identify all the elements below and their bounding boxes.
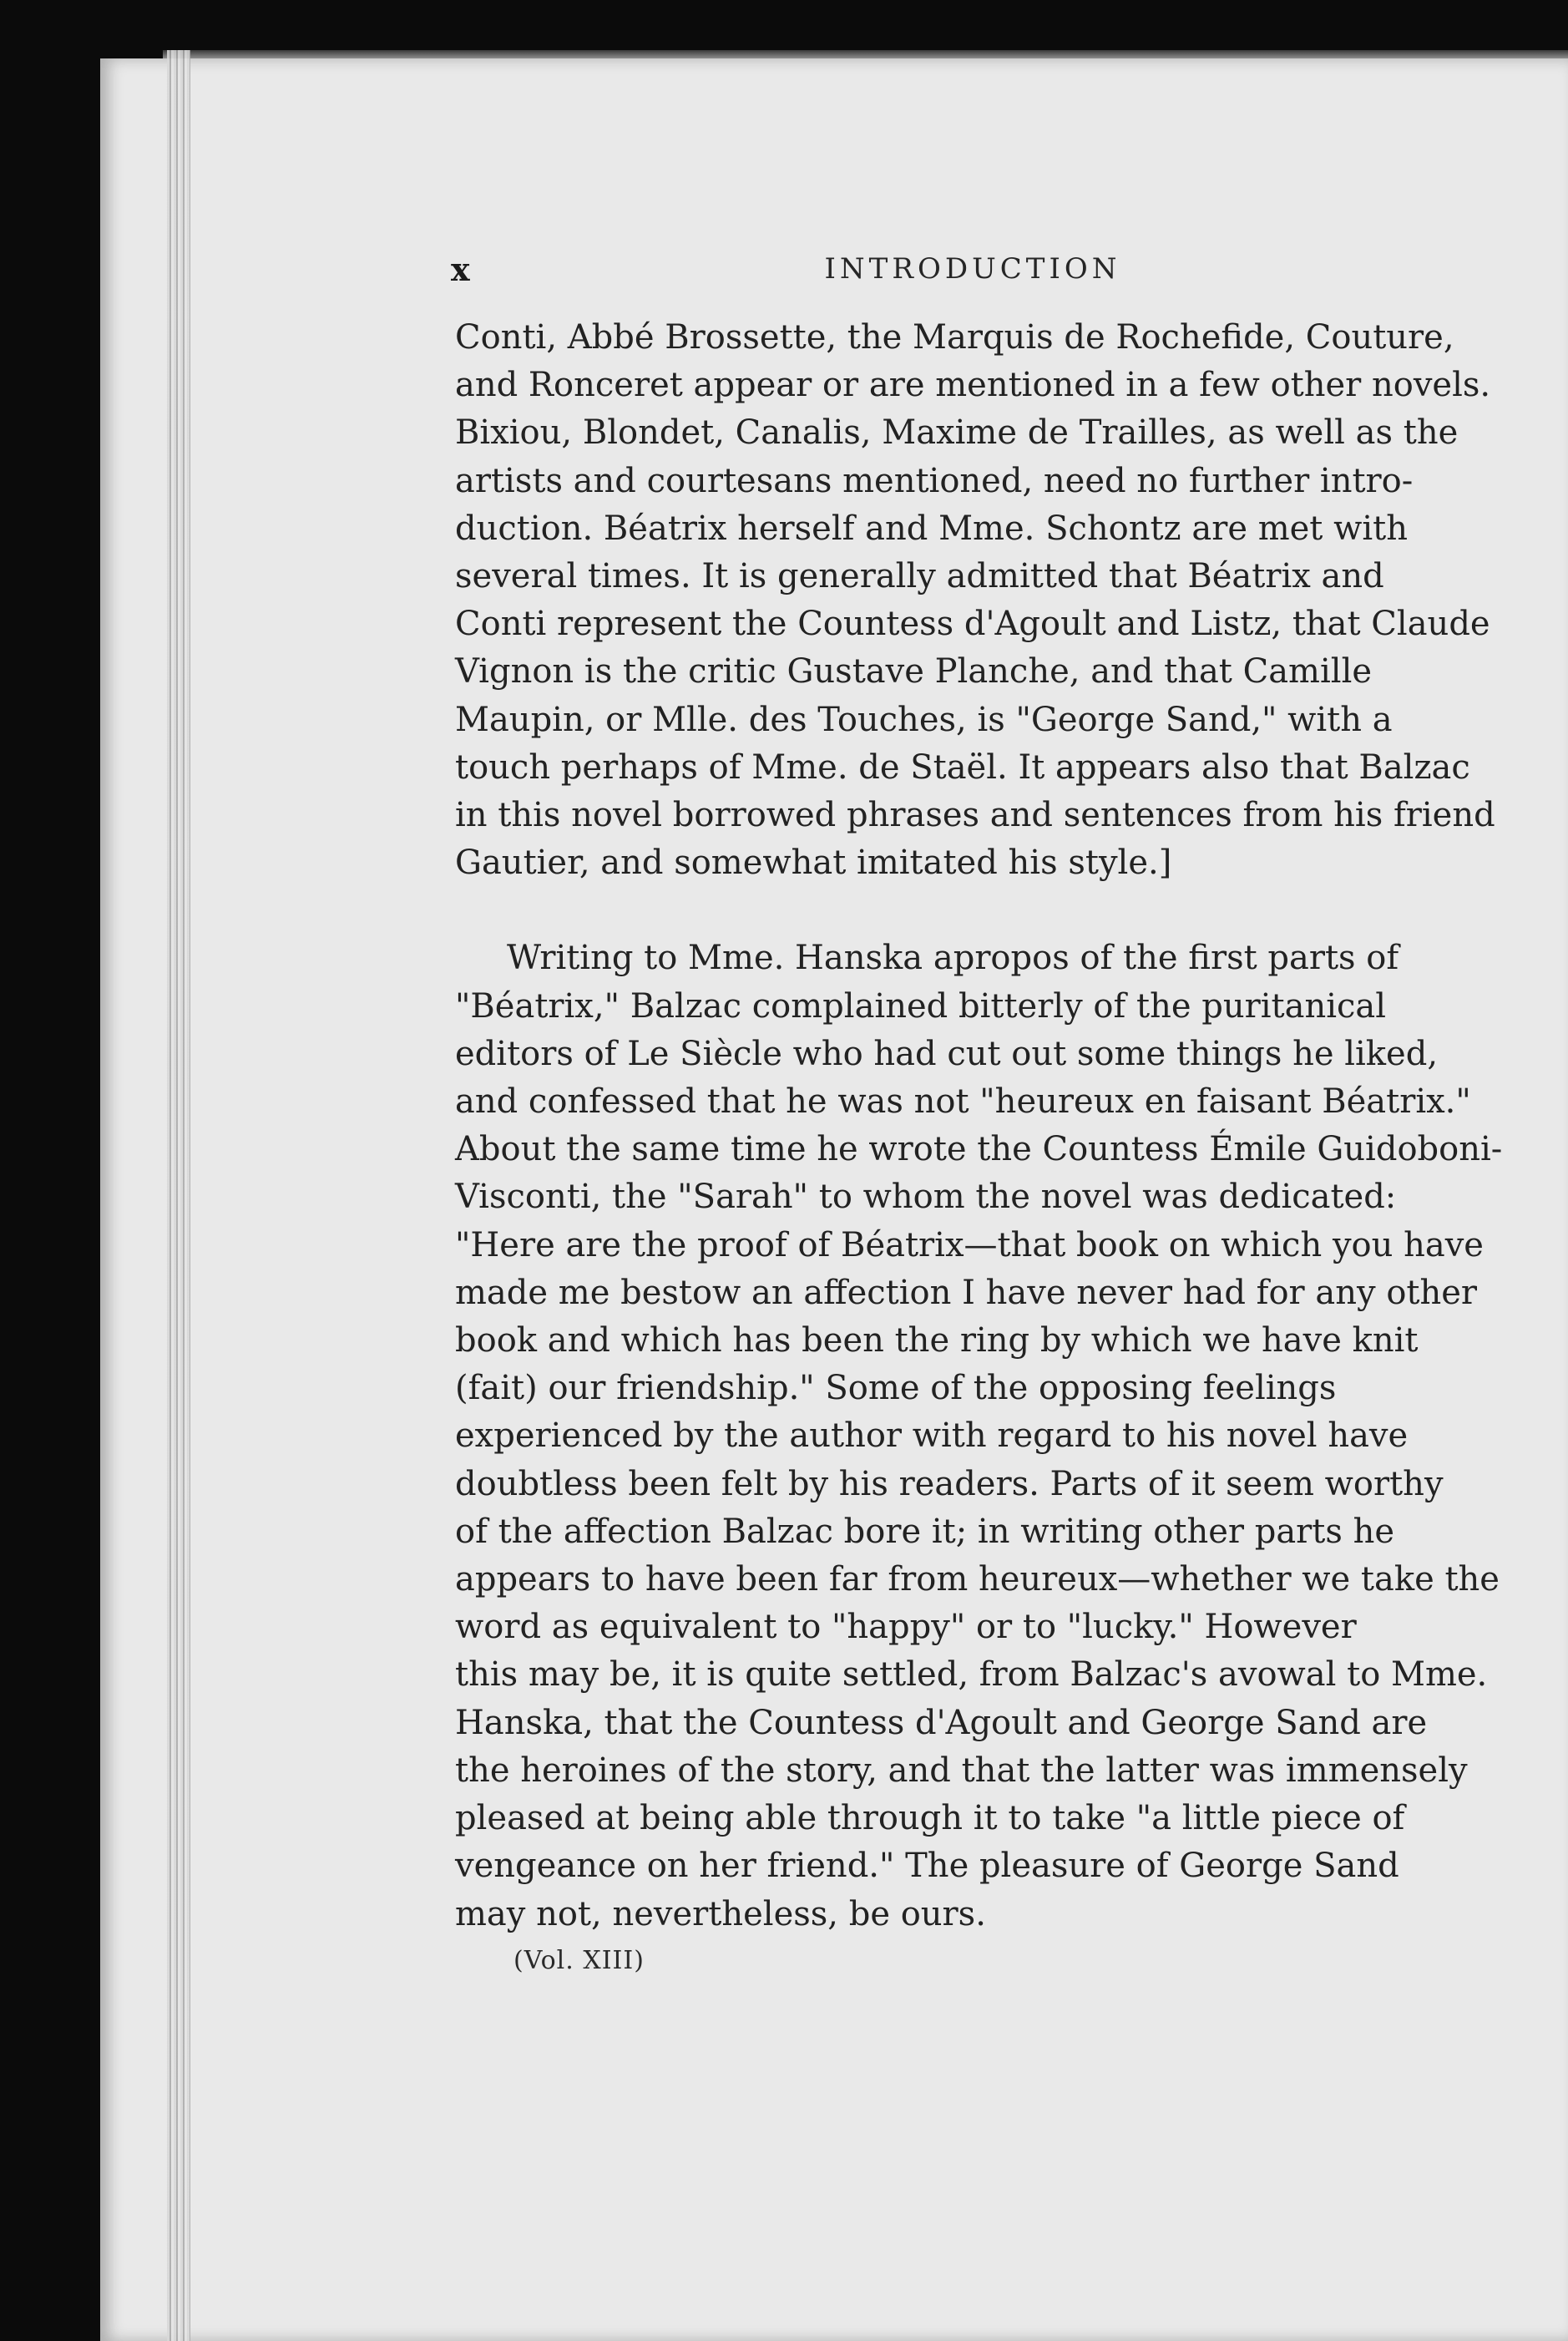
paragraph <box>455 935 1503 1938</box>
text-line: editors of Le Siècle who had cut out some things he liked, <box>455 1034 1439 1073</box>
page-header <box>451 251 1495 292</box>
text-line: Hanska, that the Countess d'Agoult and George Sand are <box>455 1703 1428 1742</box>
text-line: and Ronceret appear or are mentioned in a few other novels. <box>455 366 1491 405</box>
paragraph-gap <box>455 887 1495 935</box>
text-line: (fait) our friendship." Some of the opposing feelings <box>455 1369 1337 1408</box>
text-line: vengeance on her friend." The pleasure of George Sand <box>455 1847 1399 1886</box>
page-stack-edge <box>167 50 190 2341</box>
text-line: "Béatrix," Balzac complained bitterly of the puritanical <box>455 986 1387 1026</box>
text-line: book and which has been the ring by which we have knit <box>455 1321 1419 1361</box>
text-line: this may be, it is quite settled, from Balzac's avowal to Mme. <box>455 1655 1488 1695</box>
body-text <box>455 314 1503 1938</box>
text-line: appears to have been far from heureux—whether we take the <box>455 1560 1500 1599</box>
text-line: the heroines of the story, and that the latter was immensely <box>455 1751 1468 1790</box>
text-line: and confessed that he was not "heureux en faisant Béatrix." <box>455 1082 1471 1122</box>
text-line: Conti, Abbé Brossette, the Marquis de Rochefide, Couture, <box>455 318 1454 357</box>
page-number: x <box>451 251 471 288</box>
text-line: duction. Béatrix herself and Mme. Schontz are met with <box>455 509 1408 548</box>
text-line: Gautier, and somewhat imitated his style.] <box>455 844 1172 883</box>
text-line: "Here are the proof of Béatrix—that book on which you have <box>455 1225 1484 1264</box>
text-line: Vignon is the critic Gustave Planche, and that Camille <box>455 652 1373 692</box>
text-line: of the affection Balzac bore it; in writing other parts he <box>455 1512 1395 1551</box>
text-line: word as equivalent to "happy" or to "lucky." However <box>455 1608 1357 1647</box>
text-line: Visconti, the "Sarah" to whom the novel was dedicated: <box>455 1178 1397 1217</box>
text-line: experienced by the author with regard to his novel have <box>455 1416 1409 1456</box>
text-line: About the same time he wrote the Countess Émile Guidoboni- <box>455 1130 1503 1169</box>
running-head: INTRODUCTION <box>824 252 1121 286</box>
text-line: Conti represent the Countess d'Agoult and Listz, that Claude <box>455 605 1490 644</box>
text-line: doubtless been felt by his readers. Parts of it seem worthy <box>455 1464 1444 1503</box>
text-line: several times. It is generally admitted that Béatrix and <box>455 557 1384 596</box>
text-line: touch perhaps of Mme. de Staël. It appears also that Balzac <box>455 747 1470 787</box>
text-line: in this novel borrowed phrases and sentences from his friend <box>455 796 1495 835</box>
text-line: may not, nevertheless, be ours. <box>455 1894 986 1933</box>
text-line: Writing to Mme. Hanska apropos of the first parts of <box>507 939 1399 978</box>
text-line: made me bestow an affection I have never had for any other <box>455 1273 1478 1312</box>
text-line: artists and courtesans mentioned, need no further intro- <box>455 461 1414 500</box>
text-line: pleased at being able through it to take "a little piece of <box>455 1799 1405 1838</box>
signature-mark: (Vol. XIII) <box>513 1946 645 1975</box>
paragraph <box>455 314 1495 887</box>
text-line: Maupin, or Mlle. des Touches, is "George Sand," with a <box>455 700 1393 739</box>
text-line: Bixiou, Blondet, Canalis, Maxime de Trailles, as well as the <box>455 413 1459 453</box>
